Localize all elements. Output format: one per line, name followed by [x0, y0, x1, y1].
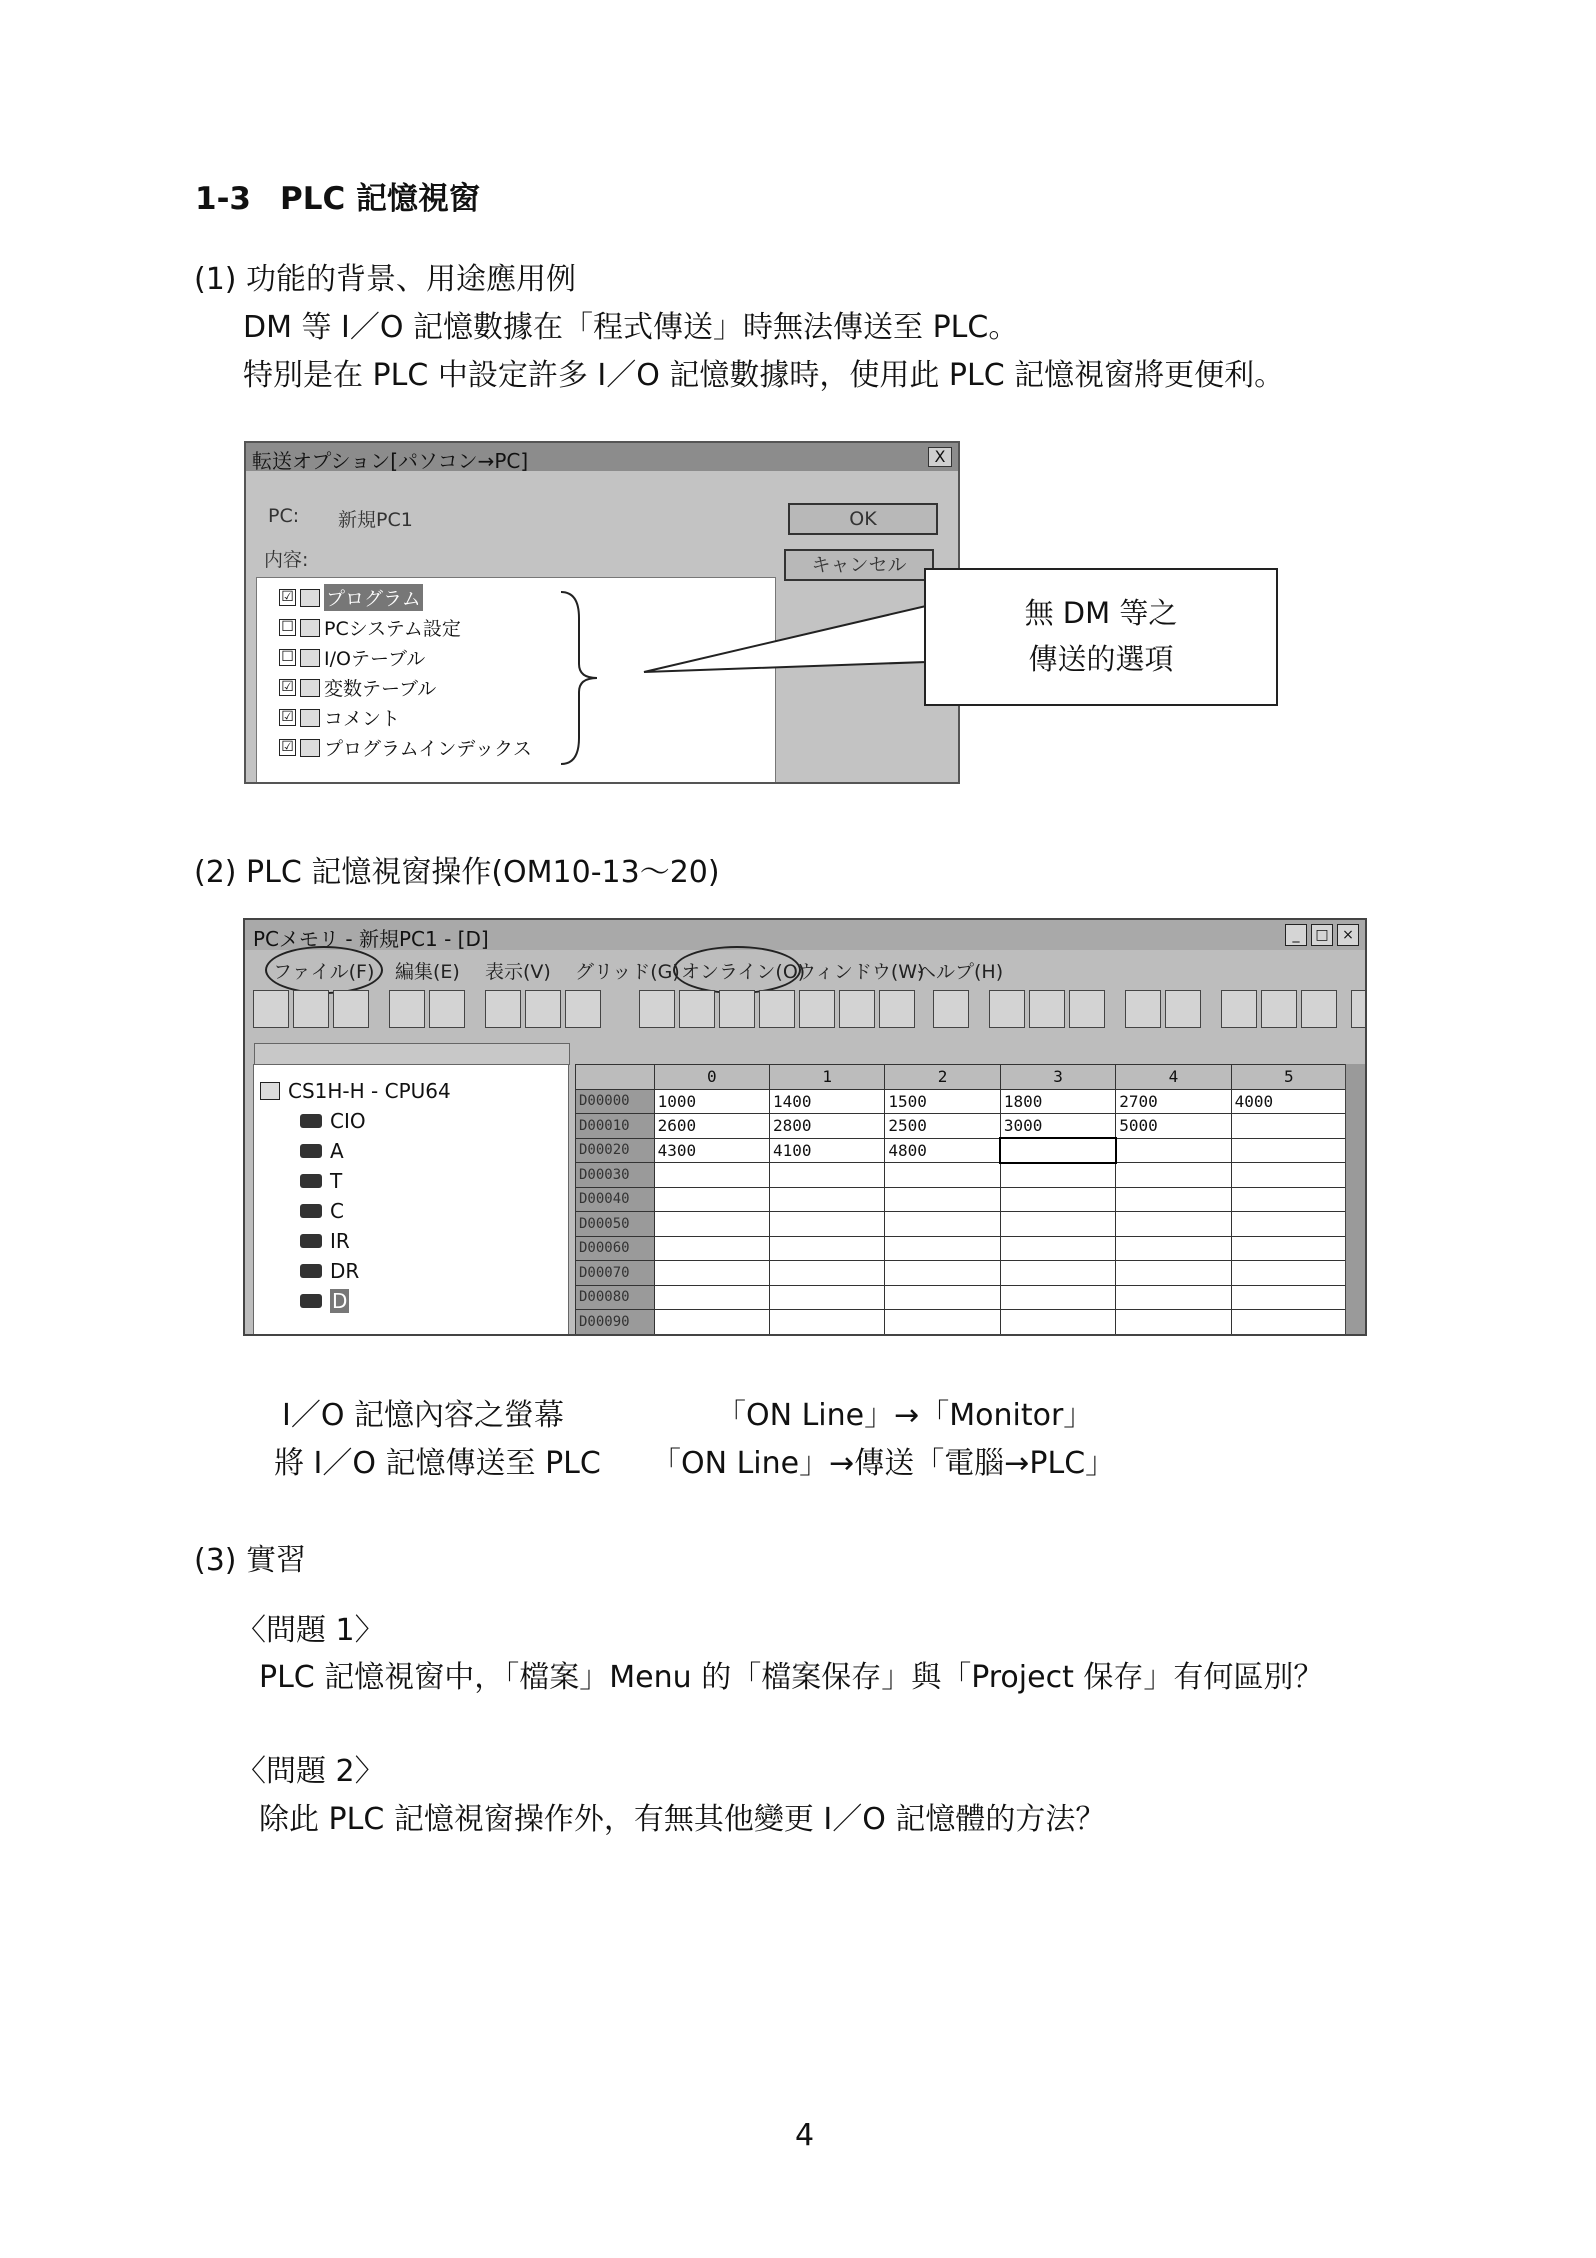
menu-file[interactable]: ファイル(F)	[273, 961, 375, 983]
table-row	[576, 1187, 1347, 1212]
cpu-icon	[260, 1082, 280, 1100]
memory-cell[interactable]	[1116, 1187, 1231, 1212]
memory-cell[interactable]	[770, 1187, 885, 1212]
open-icon[interactable]	[293, 990, 329, 1028]
tree-node-t[interactable]	[300, 1169, 342, 1193]
memory-cell[interactable]	[1116, 1138, 1231, 1163]
brace-icon	[557, 588, 601, 768]
memory-cell[interactable]	[1231, 1163, 1346, 1188]
memory-grid	[575, 1064, 1347, 1336]
menu-grid[interactable]: グリッド(G)	[575, 961, 680, 983]
memory-cell[interactable]: 1500	[885, 1089, 1000, 1114]
pc-label: PC:	[268, 505, 300, 527]
maximize-icon[interactable]: □	[1311, 924, 1333, 946]
option-label: PCシステム設定	[324, 618, 461, 640]
print-icon[interactable]	[389, 990, 425, 1028]
memory-cell[interactable]	[1000, 1261, 1115, 1286]
paste-icon[interactable]	[565, 990, 601, 1028]
dialog-close-button[interactable]: X	[928, 447, 952, 467]
tree-root-label: CS1H-H - CPU64	[288, 1079, 451, 1103]
memory-area-icon	[300, 1264, 322, 1278]
section-number: 1-3	[195, 181, 252, 217]
part1-heading: (1) 功能的背景、用途應用例	[194, 262, 577, 297]
table-row	[576, 1089, 1347, 1114]
col-header: 4	[1116, 1065, 1231, 1090]
memory-cell[interactable]	[885, 1261, 1000, 1286]
memory-cell[interactable]	[770, 1261, 885, 1286]
decimal-icon[interactable]	[719, 990, 755, 1028]
window-title: PCメモリ - 新規PC1 - [D]	[245, 920, 1365, 950]
table-row	[576, 1163, 1347, 1188]
tree-node-d[interactable]	[300, 1289, 349, 1313]
memory-cell[interactable]: 5000	[1116, 1114, 1231, 1139]
memory-cell[interactable]	[654, 1236, 769, 1261]
variable-table-icon	[300, 679, 320, 697]
memory-cell[interactable]	[654, 1163, 769, 1188]
table-row	[576, 1310, 1347, 1335]
memory-area-icon	[300, 1234, 322, 1248]
transfer-to-plc-icon[interactable]	[1261, 990, 1297, 1028]
option-label: プログラムインデックス	[324, 738, 532, 760]
find-icon[interactable]	[989, 990, 1025, 1028]
op1-label: I／O 記憶內容之螢幕	[282, 1398, 564, 1433]
compare-icon[interactable]	[1351, 990, 1367, 1028]
online-menu-highlight	[673, 946, 801, 994]
col-header: 5	[1231, 1065, 1346, 1090]
callout-line2: 傳送的選項	[1028, 642, 1174, 676]
memory-cell[interactable]	[885, 1236, 1000, 1261]
col-header: 0	[654, 1065, 769, 1090]
memory-cell[interactable]: 4300	[654, 1138, 769, 1163]
col-header: 3	[1000, 1065, 1115, 1090]
memory-area-icon	[300, 1204, 322, 1218]
memory-cell[interactable]	[1000, 1236, 1115, 1261]
ok-button[interactable]: OK	[788, 503, 938, 535]
callout-line1: 無 DM 等之	[1024, 596, 1178, 630]
pc-memory-window	[243, 918, 1367, 1336]
memory-cell[interactable]	[885, 1163, 1000, 1188]
menu-help[interactable]: ヘルプ(H)	[917, 961, 1004, 983]
option-variable-table[interactable]	[279, 674, 436, 701]
row-address: D00020	[576, 1138, 655, 1163]
memory-cell[interactable]: 2700	[1116, 1089, 1231, 1114]
question2-label: 〈問題 2〉	[236, 1754, 385, 1789]
question1-label: 〈問題 1〉	[236, 1613, 385, 1648]
tree-header	[254, 1043, 570, 1065]
memory-cell[interactable]	[1116, 1212, 1231, 1237]
memory-cell[interactable]	[885, 1212, 1000, 1237]
transfer-from-plc-icon[interactable]	[1301, 990, 1337, 1028]
vertical-scrollbar[interactable]	[1345, 1064, 1365, 1336]
option-comment[interactable]	[279, 704, 400, 731]
memory-cell[interactable]	[1000, 1310, 1115, 1335]
row-address: D00040	[576, 1187, 655, 1212]
print-preview-icon[interactable]	[429, 990, 465, 1028]
memory-area-tree	[253, 1064, 569, 1336]
grid-header-row	[576, 1065, 1347, 1090]
memory-cell[interactable]: 4000	[1231, 1089, 1346, 1114]
tree-node-ir[interactable]	[300, 1229, 350, 1253]
memory-cell[interactable]	[1000, 1285, 1115, 1310]
memory-cell[interactable]	[654, 1310, 769, 1335]
memory-cell[interactable]	[1231, 1187, 1346, 1212]
table-row	[576, 1261, 1347, 1286]
memory-cell[interactable]	[1000, 1138, 1115, 1163]
question1-text: PLC 記憶視窗中，「檔案」Menu 的「檔案保存」與「Project 保存」有何區別？	[259, 1660, 1324, 1695]
table-row	[576, 1114, 1347, 1139]
part2-heading: (2) PLC 記憶視窗操作(OM10-13～20)	[194, 855, 720, 890]
memory-cell[interactable]	[1231, 1138, 1346, 1163]
checkbox-icon[interactable]: ☑	[279, 679, 296, 696]
row-address: D00010	[576, 1114, 655, 1139]
table-row	[576, 1285, 1347, 1310]
program-index-icon	[300, 739, 320, 757]
memory-area-icon	[300, 1174, 322, 1188]
table-row	[576, 1138, 1347, 1163]
zoom-in-icon[interactable]	[1029, 990, 1065, 1028]
tree-node-label: C	[330, 1199, 344, 1223]
minimize-icon[interactable]: _	[1285, 924, 1307, 946]
col-header: 1	[770, 1065, 885, 1090]
row-address: D00050	[576, 1212, 655, 1237]
tree-node-c[interactable]	[300, 1199, 344, 1223]
checkbox-icon[interactable]: ☑	[279, 709, 296, 726]
memory-cell[interactable]: 4800	[885, 1138, 1000, 1163]
bcd-icon[interactable]	[799, 990, 835, 1028]
menu-window[interactable]: ウィンドウ(W)	[797, 961, 925, 983]
memory-cell[interactable]	[1231, 1285, 1346, 1310]
option-program-index[interactable]	[279, 734, 532, 761]
memory-cell[interactable]	[1116, 1236, 1231, 1261]
memory-area-icon	[300, 1144, 322, 1158]
op2-label: 將 I／O 記憶傳送至 PLC	[274, 1446, 601, 1481]
col-header: 2	[885, 1065, 1000, 1090]
close-icon[interactable]: ×	[1337, 924, 1359, 946]
bit-icon[interactable]	[679, 990, 715, 1028]
monitor-icon[interactable]	[1221, 990, 1257, 1028]
memory-cell[interactable]	[885, 1310, 1000, 1335]
tree-node-a[interactable]	[300, 1139, 344, 1163]
memory-cell[interactable]	[1231, 1236, 1346, 1261]
program-icon	[300, 589, 320, 607]
memory-cell[interactable]	[770, 1212, 885, 1237]
memory-cell[interactable]: 4100	[770, 1138, 885, 1163]
tree-node-label: A	[330, 1139, 344, 1163]
row-address: D00060	[576, 1236, 655, 1261]
row-address: D00070	[576, 1261, 655, 1286]
checkbox-icon[interactable]: ☐	[279, 619, 296, 636]
memory-cell[interactable]	[1000, 1163, 1115, 1188]
tree-node-dr[interactable]	[300, 1259, 359, 1283]
checkbox-icon[interactable]: ☑	[279, 739, 296, 756]
memory-cell[interactable]	[1000, 1212, 1115, 1237]
grid-corner	[576, 1065, 655, 1090]
memory-cell[interactable]	[654, 1187, 769, 1212]
memory-cell[interactable]	[1116, 1310, 1231, 1335]
memory-area-icon	[300, 1114, 322, 1128]
memory-area-icon	[300, 1294, 322, 1308]
memory-cell[interactable]	[770, 1310, 885, 1335]
memory-cell[interactable]	[1000, 1187, 1115, 1212]
memory-cell[interactable]: 1400	[770, 1089, 885, 1114]
copy-icon[interactable]	[525, 990, 561, 1028]
memory-cell[interactable]: 2600	[654, 1114, 769, 1139]
menu-online[interactable]: オンライン(O)	[681, 961, 806, 983]
signed-decimal-icon[interactable]	[759, 990, 795, 1028]
op2-path: 「ON Line」→傳送「電腦→PLC」	[651, 1446, 1116, 1481]
row-address: D00030	[576, 1163, 655, 1188]
checkbox-icon[interactable]: ☐	[279, 649, 296, 666]
option-label: プログラム	[324, 584, 423, 611]
tree-node-label: IR	[330, 1229, 350, 1253]
comment-icon	[300, 709, 320, 727]
cancel-button[interactable]: キャンセル	[784, 549, 934, 581]
memory-cell[interactable]	[1231, 1310, 1346, 1335]
question2-text: 除此 PLC 記憶視窗操作外，有無其他變更 I／O 記憶體的方法？	[259, 1802, 1106, 1837]
memory-cell[interactable]: 3000	[1000, 1114, 1115, 1139]
table-row	[576, 1212, 1347, 1237]
part1-line2: 特別是在 PLC 中設定許多 I／O 記憶數據時，使用此 PLC 記憶視窗將更便利。	[243, 358, 1285, 393]
memory-cell[interactable]	[1116, 1261, 1231, 1286]
pc-value: 新規PC1	[338, 509, 413, 531]
memory-cell[interactable]	[885, 1187, 1000, 1212]
dialog-title: 転送オプション[パソコン→PC]	[246, 443, 958, 471]
memory-cell[interactable]	[770, 1163, 885, 1188]
option-pc-system-settings[interactable]	[279, 614, 461, 641]
memory-cell[interactable]	[654, 1261, 769, 1286]
clear-icon[interactable]	[1165, 990, 1201, 1028]
memory-cell[interactable]	[654, 1285, 769, 1310]
memory-cell[interactable]: 2500	[885, 1114, 1000, 1139]
ascii-icon[interactable]	[879, 990, 915, 1028]
callout-box	[924, 568, 1278, 706]
option-label: 変数テーブル	[324, 678, 437, 700]
memory-cell[interactable]: 1800	[1000, 1089, 1115, 1114]
table-row	[576, 1236, 1347, 1261]
memory-cell[interactable]	[885, 1285, 1000, 1310]
page-number: 4	[795, 2118, 815, 2153]
option-label: コメント	[324, 708, 401, 730]
tree-root[interactable]	[260, 1079, 451, 1103]
menu-bar	[245, 953, 1365, 983]
memory-cell[interactable]	[1116, 1285, 1231, 1310]
part3-heading: (3) 實習	[194, 1543, 307, 1578]
callout-pointer	[640, 600, 940, 680]
tree-node-label: DR	[330, 1259, 360, 1283]
memory-cell[interactable]	[1116, 1163, 1231, 1188]
toolbar	[253, 990, 1357, 1034]
file-menu-highlight	[265, 946, 383, 994]
memory-cell[interactable]	[770, 1285, 885, 1310]
save-icon[interactable]	[333, 990, 369, 1028]
option-program[interactable]	[279, 584, 423, 611]
memory-cell[interactable]	[1231, 1261, 1346, 1286]
hex-icon[interactable]	[839, 990, 875, 1028]
memory-cell[interactable]	[1231, 1212, 1346, 1237]
content-label: 内容:	[264, 549, 309, 571]
memory-cell[interactable]	[770, 1236, 885, 1261]
section-title: PLC 記憶視窗	[280, 181, 481, 217]
row-address: D00000	[576, 1089, 655, 1114]
menu-view[interactable]: 表示(V)	[485, 961, 551, 983]
cut-icon[interactable]	[485, 990, 521, 1028]
op1-path: 「ON Line」→「Monitor」	[716, 1398, 1094, 1433]
memory-cell[interactable]	[1231, 1114, 1346, 1139]
settings-icon	[300, 619, 320, 637]
zoom-out-icon[interactable]	[1069, 990, 1105, 1028]
row-address: D00080	[576, 1285, 655, 1310]
new-icon[interactable]	[253, 990, 289, 1028]
memory-cell[interactable]: 2800	[770, 1114, 885, 1139]
memory-cell[interactable]: 1000	[654, 1089, 769, 1114]
tree-node-cio[interactable]	[300, 1109, 366, 1133]
tree-node-label: CIO	[330, 1109, 366, 1133]
option-io-table[interactable]	[279, 644, 425, 671]
part1-line1: DM 等 I／O 記憶數據在「程式傳送」時無法傳送至 PLC。	[243, 310, 1019, 345]
fill-icon[interactable]	[1125, 990, 1161, 1028]
option-label: I/Oテーブル	[324, 648, 426, 670]
checkbox-icon[interactable]: ☑	[279, 589, 296, 606]
tree-node-label: D	[332, 1289, 348, 1313]
menu-edit[interactable]: 編集(E)	[395, 961, 460, 983]
binary-icon[interactable]	[639, 990, 675, 1028]
memory-cell[interactable]	[654, 1212, 769, 1237]
table-icon[interactable]	[933, 990, 969, 1028]
io-table-icon	[300, 649, 320, 667]
tree-node-label: T	[330, 1169, 343, 1193]
row-address: D00090	[576, 1310, 655, 1335]
